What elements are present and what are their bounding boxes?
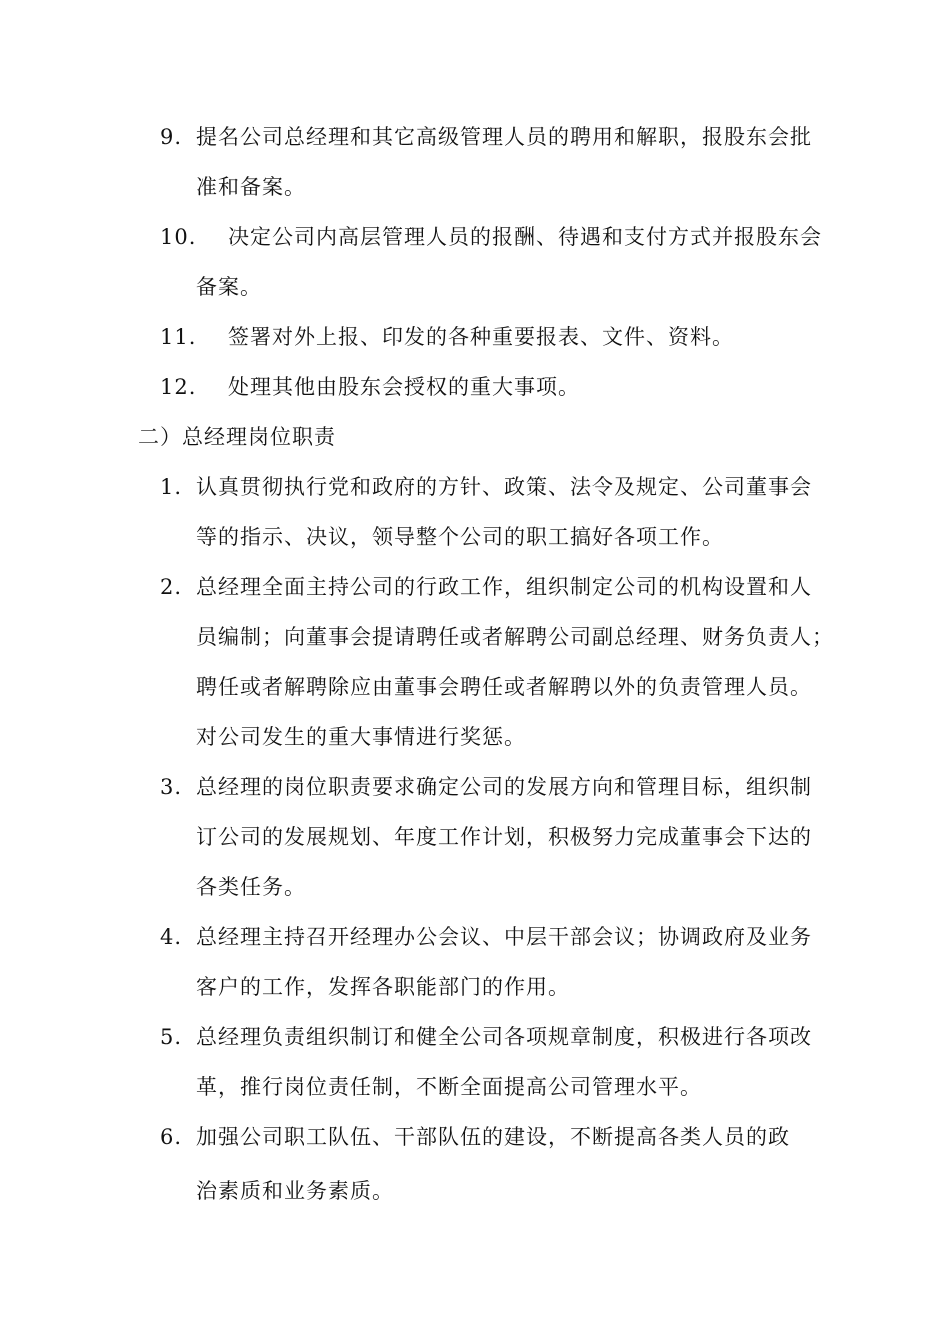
item-line: 治素质和业务素质。 [196,1179,394,1203]
item-text [196,212,902,312]
section-heading: 二）总经理岗位职责 [138,425,336,449]
item-line: 对公司发生的重大事情进行奖惩。 [196,725,526,749]
item-line: 备案。 [196,275,262,299]
item-text [196,462,870,562]
item-line: 各类任务。 [196,875,306,899]
item-line: 总经理全面主持公司的行政工作，组织制定公司的机构设置和人 [196,575,812,599]
item-number: 12. [160,375,197,399]
item-number: 3. [160,775,183,799]
item-text [196,562,870,762]
item-number: 10. [160,225,197,249]
item-line: 订公司的发展规划、年度工作计划，积极努力完成董事会下达的 [196,825,812,849]
item-text [228,312,902,362]
item-text [228,362,902,412]
item-line: 总经理的岗位职责要求确定公司的发展方向和管理目标，组织制 [196,775,812,799]
item-line: 总经理主持召开经理办公会议、中层干部会议；协调政府及业务 [196,925,812,949]
item-line: 等的指示、决议，领导整个公司的职工搞好各项工作。 [196,525,724,549]
item-number: 11. [160,325,197,349]
item-line: 准和备案。 [196,175,306,199]
item-line: 认真贯彻执行党和政府的方针、政策、法令及规定、公司董事会 [196,475,812,499]
item-text [196,112,870,212]
item-line: 员编制；向董事会提请聘任或者解聘公司副总经理、财务负责人； [196,625,834,649]
item-line: 客户的工作，发挥各职能部门的作用。 [196,975,570,999]
item-text [196,912,870,1012]
item-line: 决定公司内高层管理人员的报酬、待遇和支付方式并报股东会 [228,225,822,249]
item-number: 6. [160,1125,183,1149]
item-line: 聘任或者解聘除应由董事会聘任或者解聘以外的负责管理人员。 [196,675,812,699]
item-line: 处理其他由股东会授权的重大事项。 [228,375,580,399]
item-number: 9. [160,125,183,149]
item-text [196,1112,870,1216]
item-number: 5. [160,1025,183,1049]
item-text [196,762,870,912]
item-line: 革，推行岗位责任制，不断全面提高公司管理水平。 [196,1075,702,1099]
item-number: 4. [160,925,183,949]
item-number: 1. [160,475,183,499]
item-line: 提名公司总经理和其它高级管理人员的聘用和解职，报股东会批 [196,125,812,149]
item-text [196,1012,870,1112]
item-line: 加强公司职工队伍、干部队伍的建设，不断提高各类人员的政 [196,1125,790,1149]
item-number: 2. [160,575,183,599]
item-line: 签署对外上报、印发的各种重要报表、文件、资料。 [228,325,734,349]
item-line: 总经理负责组织制订和健全公司各项规章制度，积极进行各项改 [196,1025,812,1049]
